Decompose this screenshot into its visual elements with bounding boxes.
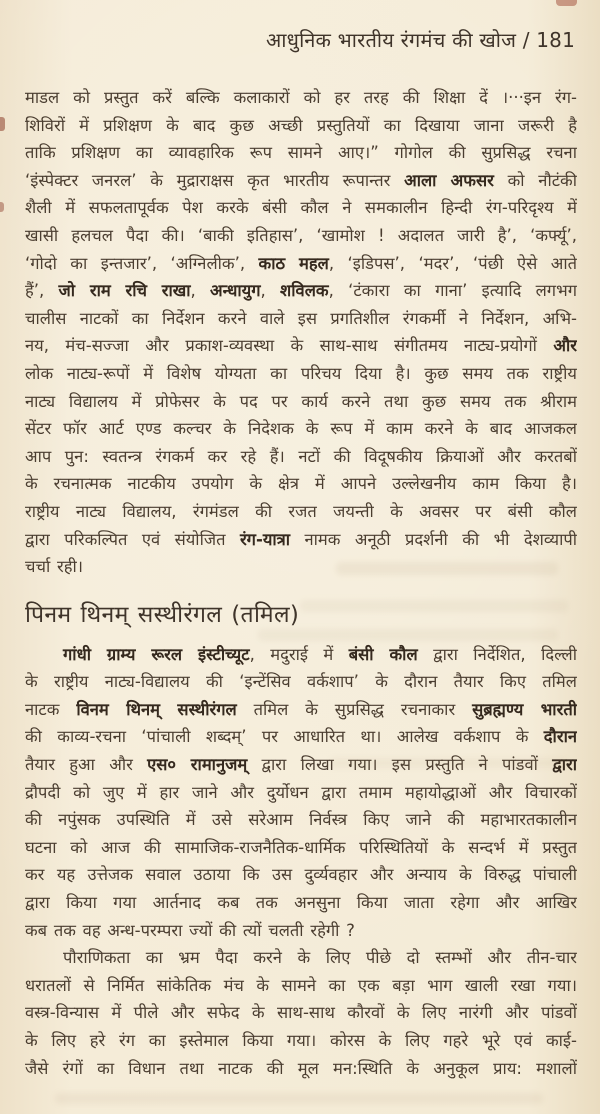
text-segment: नय, मंच-सज्जा और प्रकाश-व्यवस्था के साथ-साथ संगीतमय नाट्य-प्रयोगों	[25, 336, 554, 356]
text-segment: द्रौपदी को जुए में हार जाने और दुर्योधन द्वारा तमाम महायोद्धाओं और विचारकों	[25, 782, 577, 802]
text-segment: तमिल के सुप्रसिद्ध रचनाकार	[236, 699, 473, 719]
text-line	[25, 641, 577, 669]
text-line	[25, 696, 577, 724]
text-line	[25, 723, 577, 751]
text-line	[25, 889, 577, 917]
text-segment: घटना को आज की सामाजिक-राजनैतिक-धार्मिक परिस्थितियों के सन्दर्भ में प्रस्तुत	[25, 837, 577, 857]
text-segment: के लिए हरे रंग का इस्तेमाल किया गया। कोरस के लिए गहरे भूरे एवं काई-	[25, 1031, 577, 1050]
text-line	[25, 806, 577, 834]
text-segment: नामक अनूठी प्रदर्शनी की भी देशव्यापी	[290, 529, 577, 549]
emphasized-text: और	[553, 336, 577, 356]
text-segment: शिविरों में प्रशिक्षण के बाद कुछ अच्छी प्रस्तुतियों का दिखाया जाना जरूरी है	[25, 115, 577, 135]
paragraph	[25, 944, 577, 1082]
text-segment: द्वारा लिखा गया। इस प्रस्तुति ने पांडवों	[247, 755, 553, 775]
text-segment: तैयार हुआ और	[25, 755, 148, 775]
text-segment: ,	[190, 281, 211, 301]
emphasized-text: दौरान	[543, 727, 577, 747]
text-line	[25, 861, 577, 889]
text-line	[25, 112, 577, 140]
text-segment: माडल को प्रस्तुत करें बल्कि कलाकारों को हर तरह की शिक्षा दें ।···इन रंग-	[25, 88, 577, 107]
emphasized-text: शविलक	[280, 281, 329, 301]
text-line	[25, 779, 577, 807]
text-line	[25, 498, 577, 526]
emphasized-text: द्वारा	[552, 755, 577, 775]
emphasized-text: अन्धायुग	[210, 281, 261, 301]
text-line	[25, 972, 577, 1000]
text-segment: की नपुंसक उपस्थिति में उसे सरेआम निर्वस्त्र किए जाने की महाभारतकालीन	[25, 810, 577, 830]
text-line	[25, 917, 577, 945]
paragraph	[25, 84, 577, 581]
text-segment: नाटक	[25, 699, 77, 719]
running-head: आधुनिक भारतीय रंगमंच की खोज / 181	[265, 28, 575, 52]
scan-speck	[0, 117, 5, 131]
text-line	[25, 167, 577, 195]
body-text	[25, 84, 577, 1082]
text-segment: ,	[260, 281, 281, 301]
text-segment: चर्चा रही।	[25, 557, 84, 577]
emphasized-text: बंसी कौल	[348, 644, 418, 664]
text-segment: राष्ट्रीय नाट्य विद्यालय, रंगमंडल की रजत जयन्ती के अवसर पर बंसी कौल	[25, 501, 577, 521]
section-heading: पिनम थिनम् सस्थीरंगल (तमिल)	[25, 601, 300, 628]
text-segment: खासी हलचल पैदा की। ‘बाकी इतिहास’, ‘खामोश ! अदालत जारी है’, ‘कर्फ्यू’,	[25, 225, 577, 245]
text-segment: कर यह उत्तेजक सवाल उठाया कि उस दुर्व्यवहार और अन्याय के विरुद्ध पांचाली	[25, 865, 577, 885]
emphasized-text: एस० रामानुजम्	[147, 755, 248, 775]
text-line	[25, 277, 577, 305]
emphasized-text: गांधी ग्राम्य रूरल इंस्टीच्यूट	[63, 644, 250, 664]
text-line	[25, 751, 577, 779]
text-segment: की काव्य-रचना ‘पांचाली शब्दम्’ पर आधारित था। आलेख वर्कशाप के	[25, 727, 544, 747]
text-line	[25, 526, 577, 554]
emphasized-text: काठ महल	[258, 253, 329, 273]
text-segment: कब तक वह अन्ध-परम्परा ज्यों की त्यों चलती रहेगी ?	[25, 920, 355, 940]
text-line	[25, 944, 577, 972]
text-segment: के रचनात्मक नाटकीय उपयोग के क्षेत्र में आपने उल्लेखनीय काम किया है।	[25, 474, 577, 494]
text-line	[25, 470, 577, 498]
text-segment: , ‘टंकारा का गाना’ इत्यादि लगभग	[328, 281, 577, 301]
text-segment: को नौटंकी	[493, 170, 577, 190]
text-segment: शैली में सफलतापूर्वक पेश करके बंसी कौल ने समकालीन हिन्दी रंग-परिदृश्य में	[25, 198, 577, 218]
text-line	[25, 999, 577, 1027]
text-line	[25, 332, 577, 360]
text-line	[25, 834, 577, 862]
scan-speck	[556, 0, 577, 6]
text-line	[25, 222, 577, 250]
text-segment: द्वारा निर्देशित, दिल्ली	[417, 644, 577, 664]
text-segment: के राष्ट्रीय नाट्य-विद्यालय की ‘इन्टेंसिव वर्कशाप’ के दौरान तैयार किए तमिल	[25, 672, 577, 692]
text-segment: सेंटर फॉर आर्ट एण्ड कल्चर के निदेशक के रूप में काम करने के बाद आजकल	[25, 419, 577, 439]
paragraph	[25, 641, 577, 945]
emphasized-text: आला अफसर	[404, 170, 494, 190]
text-line	[25, 668, 577, 696]
text-line	[25, 360, 577, 388]
text-line	[25, 388, 577, 416]
text-line	[25, 415, 577, 443]
scan-speck	[0, 202, 4, 212]
text-line	[25, 84, 577, 112]
text-line	[25, 250, 577, 278]
text-line	[25, 1027, 577, 1055]
text-segment: द्वारा किया गया आर्तनाद कब तक अनसुना किया जाता रहेगा और आखिर	[25, 893, 577, 913]
text-segment: हैं’,	[25, 281, 59, 301]
text-segment: आप पुन: स्वतन्त्र रंगकर्म कर रहे हैं। नटों की विदूषकीय क्रियाओं और करतबों	[25, 446, 577, 466]
text-segment: द्वारा परिकल्पित एवं संयोजित	[25, 529, 240, 549]
text-segment: ‘गोदो का इन्तजार’, ‘अग्निलीक’,	[25, 253, 259, 273]
text-line	[25, 443, 577, 471]
emphasized-text: रंग-यात्रा	[239, 529, 291, 549]
text-line	[25, 1055, 577, 1083]
text-segment: , मदुराई में	[249, 644, 349, 664]
text-line	[25, 194, 577, 222]
text-line	[25, 553, 577, 581]
text-segment: ‘इंस्पेक्टर जनरल’ के मुद्राराक्षस कृत भारतीय रूपान्तर	[25, 170, 405, 190]
text-segment: ताकि प्रशिक्षण का व्यावहारिक रूप सामने आए।” गोगोल की सुप्रसिद्ध रचना	[25, 143, 577, 163]
text-line	[25, 305, 577, 333]
emphasized-text: विनम थिनम् सस्थीरंगल	[76, 699, 237, 719]
emphasized-text: सुब्रह्मण्य भारती	[472, 699, 577, 719]
text-segment: पौराणिकता का भ्रम पैदा करने के लिए पीछे दो स्तम्भों और तीन-चार	[63, 948, 577, 968]
text-line	[25, 139, 577, 167]
text-segment: चालीस नाटकों का निर्देशन करने वाले इस प्रगतिशील रंगकर्मी ने निर्देशन, अभि-	[25, 308, 577, 328]
bleed-through-smudge	[55, 1093, 543, 1104]
text-segment: , ‘इडिपस’, ‘मदर’, ‘पंछी ऐसे आते	[328, 253, 577, 273]
text-segment: जैसे रंगों का विधान तथा नाटक की मूल मन:स्थिति के अनुकूल प्राय: मशालों	[25, 1058, 577, 1078]
text-segment: नाट्य विद्यालय में प्रोफेसर के पद पर कार्य करने तथा कुछ समय तक श्रीराम	[25, 391, 577, 411]
text-segment: धरातलों से निर्मित सांकेतिक मंच के सामने का एक बड़ा भाग खाली रखा गया।	[25, 975, 577, 995]
emphasized-text: जो राम रचि राखा	[58, 281, 191, 301]
text-segment: लोक नाट्य-रूपों में विशेष योग्यता का परिचय दिया है। कुछ समय तक राष्ट्रीय	[25, 363, 577, 383]
text-segment: वस्त्र-विन्यास में पीले और सफेद के साथ-साथ कौरवों के लिए नारंगी और पांडवों	[25, 1003, 577, 1023]
